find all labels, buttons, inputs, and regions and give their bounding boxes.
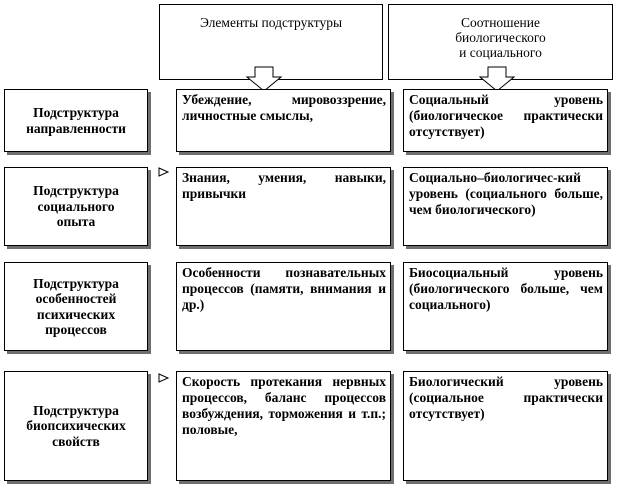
header-elements-text: Элементы подструктуры [199, 15, 343, 30]
row-ratio-mental-processes: Биосоциальный уровень (биологического больше, чем социального) [403, 262, 608, 351]
right-arrow-icon [158, 372, 170, 384]
row-ratio-orientation: Социальный уровень (биологическое практически отсутствует) [403, 89, 608, 152]
row-elements-orientation: Убеждение, мировоззрение, личностные смыслы, [176, 89, 391, 152]
row-ratio-social-experience: Социально–биологичес-кий уровень (социального больше, чем биологического) [403, 167, 608, 246]
row-label-social-experience: Подструктура социального опыта [4, 167, 148, 246]
row-label-orientation: Подструктура направленности [4, 89, 148, 152]
row-elements-biopsychic: Скорость протекания нервных процессов, баланс процессов возбуждения, торможения и т.п.; половые, [176, 371, 391, 481]
right-arrow-icon [158, 166, 170, 178]
row-elements-mental-processes: Особенности познавательных процессов (памяти, внимания и др.) [176, 262, 391, 351]
row-ratio-biopsychic: Биологический уровень (социальное практически отсутствует) [403, 371, 608, 481]
header-ratio-text: Соотношение биологического и социального [455, 15, 546, 60]
row-label-biopsychic: Подструктура биопсихических свойств [4, 371, 148, 481]
row-label-mental-processes: Подструктура особенностей психических процессов [4, 262, 148, 351]
row-elements-social-experience: Знания, умения, навыки, привычки [176, 167, 391, 246]
